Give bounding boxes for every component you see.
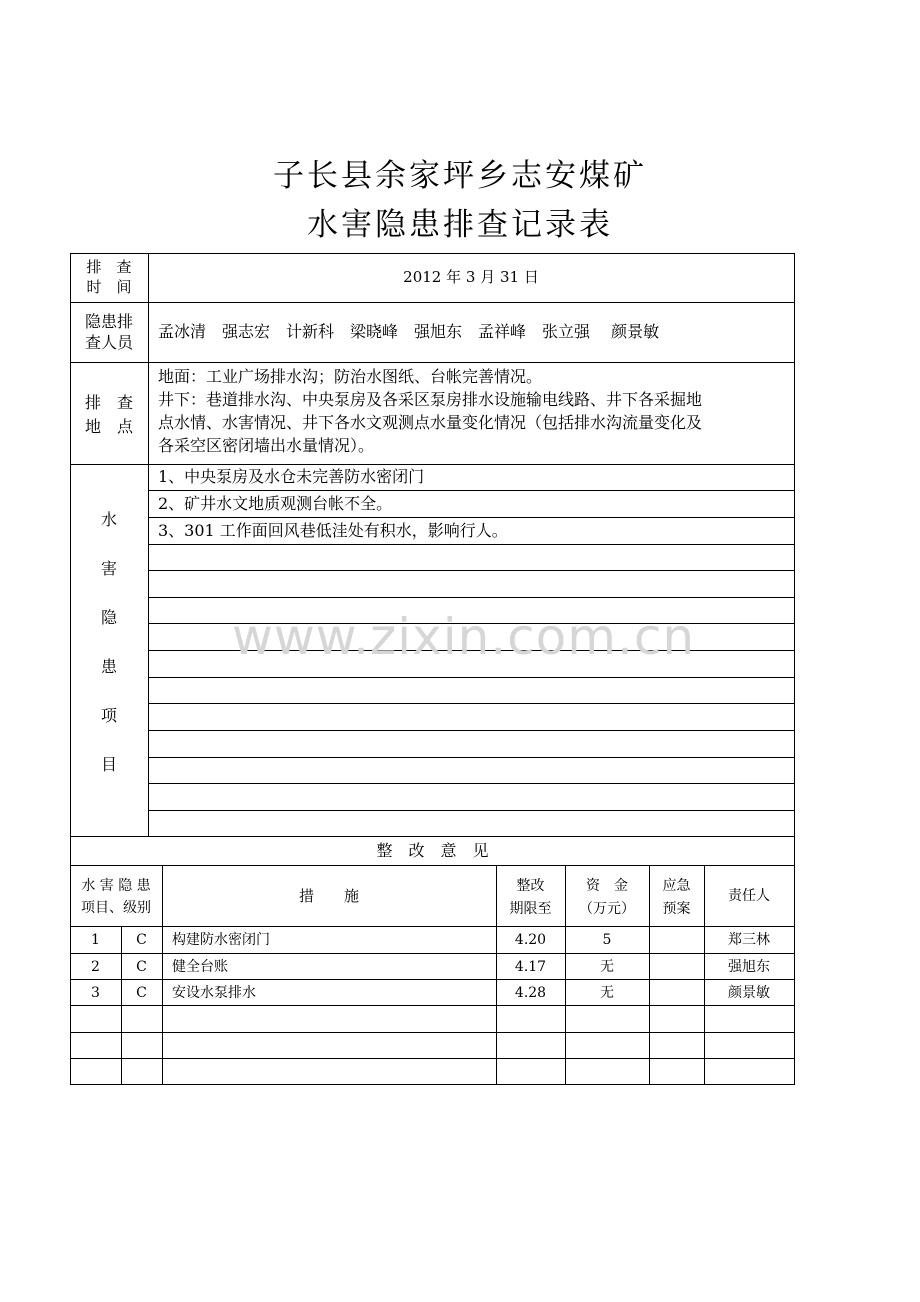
hazard-row-divider bbox=[148, 570, 795, 571]
row-responsible: 颜景敏 bbox=[728, 985, 770, 1001]
header-funds bbox=[565, 875, 649, 921]
row-funds: 无 bbox=[600, 959, 614, 975]
inspectors-label bbox=[70, 311, 148, 353]
row-measure: 构建防水密闭门 bbox=[172, 932, 270, 948]
hazard-label bbox=[70, 495, 148, 789]
hazard-label-char: 水 bbox=[100, 510, 117, 529]
row-divider bbox=[70, 1032, 795, 1033]
location-line-1: 地面：工业广场排水沟；防治水图纸、台帐完善情况。 bbox=[158, 367, 543, 386]
row-divider bbox=[70, 1058, 795, 1059]
row-measure: 健全台账 bbox=[172, 959, 228, 975]
header-item-level-line1: 水 害 隐 患 bbox=[81, 878, 151, 894]
row-divider bbox=[70, 865, 795, 866]
row-divider bbox=[70, 836, 795, 837]
hazard-item: 1、中央泵房及水仓未完善防水密闭门 bbox=[158, 467, 425, 486]
hazard-row-divider bbox=[148, 544, 795, 545]
table-border-right bbox=[794, 253, 795, 1085]
hazard-label-char: 患 bbox=[100, 657, 117, 676]
rectification-heading: 整 改 意 见 bbox=[376, 841, 489, 860]
location-line-4: 各采空区密闭墙出水量情况）。 bbox=[158, 436, 375, 455]
table-border-bottom bbox=[70, 1084, 795, 1085]
header-deadline-line1: 整改 bbox=[516, 878, 545, 894]
header-funds-line1: 资 金 bbox=[586, 878, 628, 894]
row-no: 2 bbox=[91, 959, 100, 975]
row-funds: 5 bbox=[602, 932, 612, 948]
hazard-row-divider bbox=[148, 677, 795, 678]
hazard-item: 3、301 工作面回风巷低洼处有积水，影响行人。 bbox=[158, 521, 508, 540]
watermark: www.zixin.com.cn bbox=[232, 608, 696, 666]
hazard-row-divider bbox=[148, 730, 795, 731]
check-time-value: 2012 年 3 月 31 日 bbox=[403, 268, 539, 286]
hazard-label-char: 项 bbox=[100, 706, 117, 725]
header-deadline-line2: 期限至 bbox=[509, 901, 552, 917]
hazard-item: 2、矿井水文地质观测台帐不全。 bbox=[158, 494, 393, 513]
hazard-row-divider bbox=[148, 490, 795, 491]
document-subtitle: 水害隐患排查记录表 bbox=[307, 207, 613, 243]
location-label bbox=[70, 391, 148, 439]
row-divider bbox=[70, 926, 795, 927]
row-divider bbox=[70, 362, 795, 363]
check-time-label-line2: 时 间 bbox=[86, 278, 132, 296]
hazard-row-divider bbox=[148, 597, 795, 598]
header-deadline bbox=[496, 875, 565, 921]
inspectors-label-line1: 隐患排 bbox=[84, 312, 133, 331]
row-deadline: 4.17 bbox=[514, 959, 547, 975]
row-no: 3 bbox=[91, 985, 100, 1001]
hazard-row-divider bbox=[148, 810, 795, 811]
header-emergency bbox=[649, 875, 704, 921]
location-line-3: 点水情、水害情况、井下各水文观测点水量变化情况（包括排水沟流量变化及 bbox=[158, 413, 703, 432]
hazard-label-char: 目 bbox=[100, 755, 117, 774]
header-funds-line2: （万元） bbox=[579, 901, 635, 917]
hazard-label-char: 害 bbox=[100, 559, 117, 578]
row-divider bbox=[70, 979, 795, 980]
hazard-row-divider bbox=[148, 517, 795, 518]
row-responsible: 郑三林 bbox=[728, 932, 770, 948]
hazard-row-divider bbox=[148, 757, 795, 758]
header-measure: 措 施 bbox=[298, 887, 359, 905]
hazard-row-divider bbox=[148, 783, 795, 784]
location-label-line1: 排 查 bbox=[84, 393, 133, 412]
hazard-row-divider bbox=[148, 703, 795, 704]
location-value bbox=[158, 365, 794, 457]
row-divider bbox=[70, 1005, 795, 1006]
col-divider bbox=[148, 253, 149, 837]
row-divider bbox=[70, 464, 795, 465]
row-no: 1 bbox=[91, 932, 100, 948]
location-label-line2: 地 点 bbox=[84, 417, 133, 436]
location-line-2: 井下：巷道排水沟、中央泵房及各采区泵房排水设施输电线路、井下各采掘地 bbox=[158, 390, 703, 409]
header-responsible: 责任人 bbox=[728, 888, 770, 904]
inspectors-label-line2: 查人员 bbox=[84, 333, 133, 352]
row-divider bbox=[70, 953, 795, 954]
row-deadline: 4.20 bbox=[514, 932, 547, 948]
row-level: C bbox=[136, 959, 147, 975]
row-funds: 无 bbox=[600, 985, 614, 1001]
header-emergency-line2: 预案 bbox=[662, 901, 691, 917]
check-time-label-line1: 排 查 bbox=[86, 258, 132, 276]
row-responsible: 强旭东 bbox=[728, 959, 770, 975]
document-title: 子长县余家坪乡志安煤矿 bbox=[273, 158, 647, 194]
row-divider bbox=[70, 302, 795, 303]
row-level: C bbox=[136, 985, 147, 1001]
row-level: C bbox=[136, 932, 147, 948]
row-deadline: 4.28 bbox=[514, 985, 547, 1001]
header-item-level-line2: 项目、级别 bbox=[81, 900, 151, 916]
check-time-label bbox=[70, 257, 148, 297]
row-measure: 安设水泵排水 bbox=[172, 985, 256, 1001]
hazard-label-char: 隐 bbox=[100, 608, 117, 627]
header-emergency-line1: 应急 bbox=[662, 878, 691, 894]
table-border-top bbox=[70, 253, 795, 254]
inspectors-value: 孟冰清 强志宏 计新科 梁晓峰 强旭东 孟祥峰 张立强 颜景敏 bbox=[158, 322, 660, 341]
header-item-level bbox=[70, 875, 162, 919]
